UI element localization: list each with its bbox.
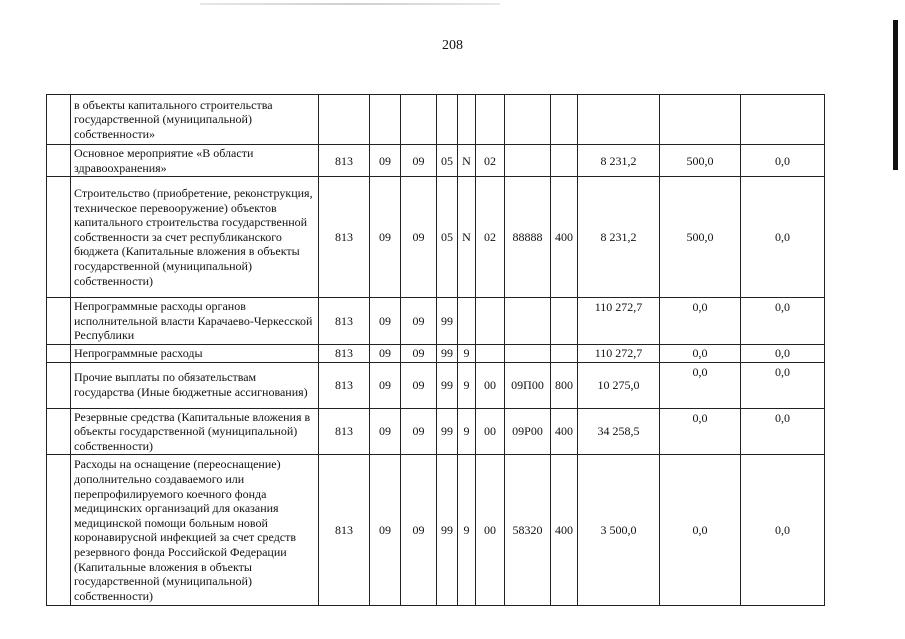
cell-direction xyxy=(505,145,551,177)
row-name: Расходы на оснащение (переоснащение) дополнительно создаваемого или перепрофилируемого коечного фонда медицинских организаций для оказания медицинской помощи больным новой коронавирусной инфекцией за счет средств резервного фонда Российской Федерации (Капитальные вложения в объекты государственной (муниципальной) собственности) xyxy=(71,455,319,606)
cell-rz xyxy=(370,95,401,145)
cell-sum-1: 110 272,7 xyxy=(578,298,660,345)
row-gutter xyxy=(47,298,71,345)
cell-pr: 09 xyxy=(401,455,437,606)
cell-pr: 09 xyxy=(401,362,437,408)
cell-program: 99 xyxy=(437,408,458,455)
table-row xyxy=(47,455,825,606)
cell-direction xyxy=(505,298,551,345)
table-row xyxy=(47,298,825,345)
cell-ved: 813 xyxy=(319,298,370,345)
table-row xyxy=(47,344,825,362)
row-gutter xyxy=(47,95,71,145)
cell-sum-3 xyxy=(741,95,825,145)
cell-rz: 09 xyxy=(370,344,401,362)
cell-sum-3: 0,0 xyxy=(741,344,825,362)
cell-ved: 813 xyxy=(319,344,370,362)
cell-ved: 813 xyxy=(319,408,370,455)
row-name: Основное мероприятие «В области здравоохранения» xyxy=(71,145,319,177)
cell-event: 00 xyxy=(476,455,505,606)
table-row xyxy=(47,408,825,455)
cell-program: 05 xyxy=(437,145,458,177)
cell-event: 00 xyxy=(476,408,505,455)
cell-vr: 400 xyxy=(551,177,578,298)
row-gutter xyxy=(47,362,71,408)
cell-direction: 58320 xyxy=(505,455,551,606)
cell-sum-1 xyxy=(578,95,660,145)
row-gutter xyxy=(47,145,71,177)
table-row xyxy=(47,177,825,298)
row-name: Непрограммные расходы xyxy=(71,344,319,362)
cell-subprogram: 9 xyxy=(458,362,476,408)
row-gutter xyxy=(47,455,71,606)
cell-sum-1: 110 272,7 xyxy=(578,344,660,362)
cell-ved: 813 xyxy=(319,177,370,298)
cell-direction: 09Р00 xyxy=(505,408,551,455)
cell-pr: 09 xyxy=(401,145,437,177)
cell-event xyxy=(476,298,505,345)
cell-sum-1: 3 500,0 xyxy=(578,455,660,606)
cell-sum-1: 10 275,0 xyxy=(578,362,660,408)
cell-subprogram xyxy=(458,298,476,345)
row-name: Строительство (приобретение, реконструкция, техническое перевооружение) объектов капитального строительства государственной собственности за счет республиканского бюджета (Капитальные вложения в объекты государственной (муниципальной) собственности) xyxy=(71,177,319,298)
cell-sum-1: 8 231,2 xyxy=(578,177,660,298)
cell-event: 02 xyxy=(476,145,505,177)
cell-sum-2 xyxy=(660,95,741,145)
page-number: 208 xyxy=(442,38,463,53)
row-gutter xyxy=(47,344,71,362)
budget-table xyxy=(46,94,825,606)
cell-sum-2: 0,0 xyxy=(660,344,741,362)
cell-program: 99 xyxy=(437,362,458,408)
cell-ved: 813 xyxy=(319,145,370,177)
cell-event xyxy=(476,344,505,362)
cell-sum-1: 8 231,2 xyxy=(578,145,660,177)
cell-sum-3: 0,0 xyxy=(741,362,825,408)
cell-vr xyxy=(551,145,578,177)
cell-pr xyxy=(401,95,437,145)
cell-ved: 813 xyxy=(319,455,370,606)
row-name: в объекты капитального строительства государственной (муниципальной) собственности» xyxy=(71,95,319,145)
cell-direction: 88888 xyxy=(505,177,551,298)
cell-event: 02 xyxy=(476,177,505,298)
scan-artifact-top xyxy=(200,3,500,5)
cell-pr: 09 xyxy=(401,298,437,345)
cell-event xyxy=(476,95,505,145)
cell-rz: 09 xyxy=(370,177,401,298)
cell-sum-2: 0,0 xyxy=(660,408,741,455)
cell-subprogram: N xyxy=(458,145,476,177)
cell-subprogram: N xyxy=(458,177,476,298)
cell-direction xyxy=(505,344,551,362)
row-name: Непрограммные расходы органов исполнительной власти Карачаево-Черкесской Республики xyxy=(71,298,319,345)
cell-sum-3: 0,0 xyxy=(741,455,825,606)
cell-subprogram: 9 xyxy=(458,455,476,606)
cell-sum-1: 34 258,5 xyxy=(578,408,660,455)
cell-rz: 09 xyxy=(370,298,401,345)
table-row xyxy=(47,362,825,408)
cell-pr: 09 xyxy=(401,177,437,298)
cell-subprogram: 9 xyxy=(458,408,476,455)
cell-program: 99 xyxy=(437,298,458,345)
row-name: Резервные средства (Капитальные вложения в объекты государственной (муниципальной) собственности) xyxy=(71,408,319,455)
cell-program xyxy=(437,95,458,145)
table-row xyxy=(47,145,825,177)
cell-program: 05 xyxy=(437,177,458,298)
cell-ved xyxy=(319,95,370,145)
cell-sum-2: 0,0 xyxy=(660,455,741,606)
cell-subprogram: 9 xyxy=(458,344,476,362)
cell-sum-2: 500,0 xyxy=(660,145,741,177)
cell-sum-3: 0,0 xyxy=(741,408,825,455)
cell-sum-3: 0,0 xyxy=(741,177,825,298)
cell-sum-2: 0,0 xyxy=(660,298,741,345)
cell-direction: 09П00 xyxy=(505,362,551,408)
cell-vr xyxy=(551,298,578,345)
cell-rz: 09 xyxy=(370,455,401,606)
cell-rz: 09 xyxy=(370,145,401,177)
cell-subprogram xyxy=(458,95,476,145)
row-gutter xyxy=(47,408,71,455)
cell-vr: 400 xyxy=(551,408,578,455)
cell-ved: 813 xyxy=(319,362,370,408)
row-gutter xyxy=(47,177,71,298)
cell-rz: 09 xyxy=(370,362,401,408)
cell-sum-3: 0,0 xyxy=(741,298,825,345)
cell-vr: 800 xyxy=(551,362,578,408)
row-name: Прочие выплаты по обязательствам государства (Иные бюджетные ассигнования) xyxy=(71,362,319,408)
cell-vr xyxy=(551,95,578,145)
table-row xyxy=(47,95,825,145)
cell-sum-3: 0,0 xyxy=(741,145,825,177)
cell-program: 99 xyxy=(437,344,458,362)
cell-program: 99 xyxy=(437,455,458,606)
cell-rz: 09 xyxy=(370,408,401,455)
cell-pr: 09 xyxy=(401,408,437,455)
cell-direction xyxy=(505,95,551,145)
cell-event: 00 xyxy=(476,362,505,408)
cell-sum-2: 0,0 xyxy=(660,362,741,408)
cell-sum-2: 500,0 xyxy=(660,177,741,298)
cell-vr xyxy=(551,344,578,362)
cell-vr: 400 xyxy=(551,455,578,606)
cell-pr: 09 xyxy=(401,344,437,362)
